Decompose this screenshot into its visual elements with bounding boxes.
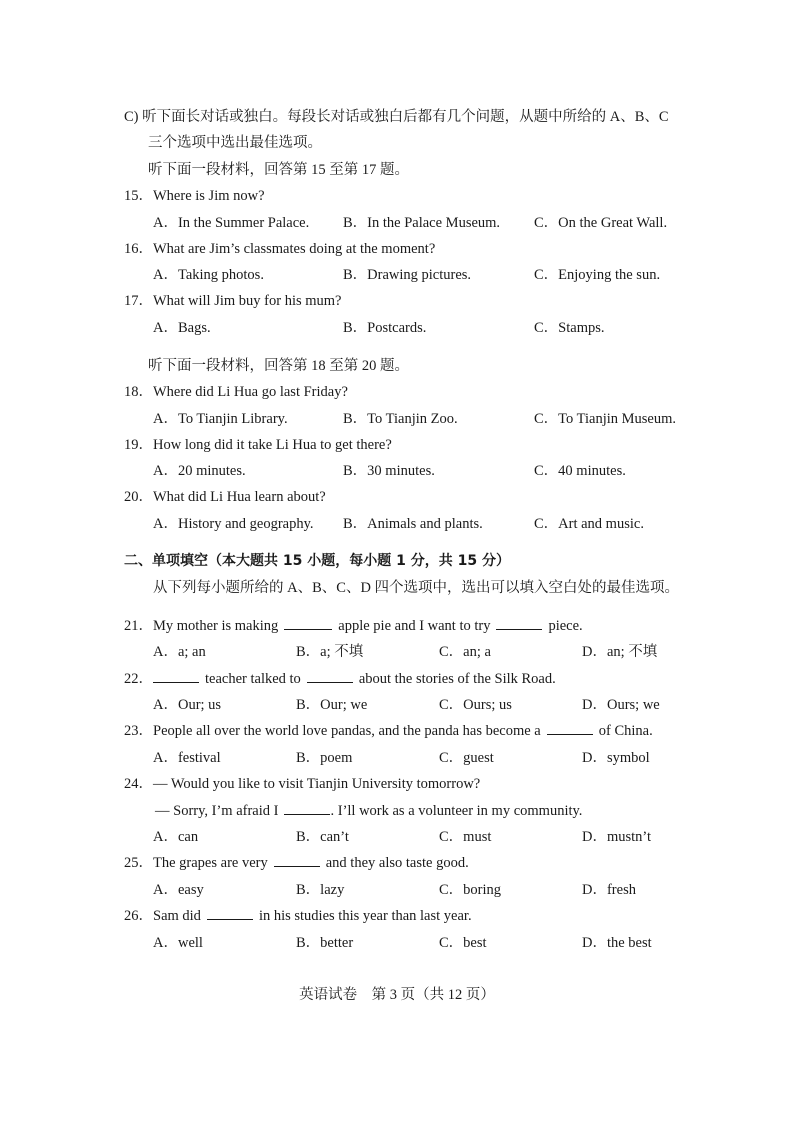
question-text: — Would you like to visit Tianjin University tomorrow? [153,776,481,792]
q26-option-d: D．the best [582,935,652,951]
q25-option-b: B．lazy [296,882,345,898]
section-2-instruction: 从下列每小题所给的 A、B、C、D 四个选项中，选出可以填入空白处的最佳选项。 [153,580,680,596]
q22-option-a: A．Our; us [153,697,222,713]
section-2-heading: 二、单项填空（本大题共 15 小题，每小题 1 分，共 15 分） [124,553,510,569]
question-text: apple pie and I want to try [338,618,491,634]
question-text: in his studies this year than last year. [258,908,472,924]
question-text: Sam did [153,908,201,924]
question-24-reply [155,802,582,820]
q18-option-c: C．To Tianjin Museum. [534,411,676,427]
q20-option-a: A．History and geography. [153,516,314,532]
question-number: 18． [124,384,153,400]
q15-option-a: A．In the Summer Palace. [153,215,310,231]
question-number: 19． [124,437,153,453]
q24-option-b: B．can’t [296,829,349,845]
question-stem: Where did Li Hua go last Friday? [153,384,348,400]
q15-option-c: C．On the Great Wall. [534,215,668,231]
q19-option-a: A．20 minutes. [153,463,246,479]
q17-option-b: B．Postcards. [343,320,427,336]
question-text: about the stories of the Silk Road. [358,671,556,687]
question-stem: How long did it take Li Hua to get there? [153,437,392,453]
q22-option-c: C．Ours; us [439,697,512,713]
q22-option-d: D．Ours; we [582,697,660,713]
answer-blank [547,722,593,735]
q23-option-a: A．festival [153,750,221,766]
answer-blank [284,617,332,630]
question-stem: What did Li Hua learn about? [153,489,326,505]
section-c-instruction-line1: C) 听下面长对话或独白。每段长对话或独白后都有几个问题，从题中所给的 A、B、C [124,109,669,125]
q24-option-a: A．can [153,829,199,845]
q21-option-c: C．an; a [439,644,491,660]
question-23 [124,722,653,740]
question-text: The grapes are very [153,855,268,871]
q25-option-d: D．fresh [582,882,636,898]
q19-option-c: C．40 minutes. [534,463,626,479]
question-number: 17． [124,293,153,309]
q22-option-b: B．Our; we [296,697,368,713]
q26-option-a: A．well [153,935,203,951]
question-text: piece. [548,618,583,634]
q20-option-c: C．Art and music. [534,516,644,532]
question-18 [124,383,348,401]
question-17 [124,292,341,310]
question-24 [124,775,480,793]
question-25 [124,854,469,872]
q21-option-b: B．a; 不填 [296,644,364,660]
question-number: 23． [124,723,153,739]
q25-option-c: C．boring [439,882,502,898]
answer-blank [284,802,330,815]
q17-option-a: A．Bags. [153,320,211,336]
q21-option-d: D．an; 不填 [582,644,658,660]
question-number: 16． [124,241,153,257]
answer-blank [496,617,542,630]
question-text: teacher talked to [205,671,301,687]
question-16 [124,240,435,258]
q24-option-c: C．must [439,829,492,845]
q21-option-a: A．a; an [153,644,206,660]
q19-option-b: B．30 minutes. [343,463,435,479]
q20-option-b: B．Animals and plants. [343,516,483,532]
question-text: and they also taste good. [325,855,469,871]
question-15 [124,187,265,205]
passage1-intro: 听下面一段材料，回答第 15 至第 17 题。 [148,162,409,178]
question-text: My mother is making [153,618,279,634]
question-number: 25． [124,855,153,871]
q23-option-b: B．poem [296,750,353,766]
question-text: . I’ll work as a volunteer in my community. [330,803,583,819]
question-22 [124,670,556,688]
answer-blank [307,670,353,683]
q16-option-b: B．Drawing pictures. [343,267,472,283]
page-footer: 英语试卷 第 3 页（共 12 页） [299,987,495,1003]
question-text: People all over the world love pandas, and the panda has become a [153,723,541,739]
answer-blank [274,854,320,867]
question-number: 24． [124,776,153,792]
question-20 [124,488,326,506]
q23-option-d: D．symbol [582,750,650,766]
q18-option-b: B．To Tianjin Zoo. [343,411,458,427]
q25-option-a: A．easy [153,882,204,898]
question-text: — Sorry, I’m afraid I [155,803,279,819]
question-19 [124,436,392,454]
question-26 [124,907,472,925]
question-number: 26． [124,908,153,924]
question-text: of China. [598,723,653,739]
answer-blank [153,670,199,683]
question-number: 21． [124,618,153,634]
question-stem: What are Jim’s classmates doing at the moment? [153,241,436,257]
question-number: 22． [124,671,153,687]
q18-option-a: A．To Tianjin Library. [153,411,288,427]
answer-blank [207,907,253,920]
question-stem: What will Jim buy for his mum? [153,293,342,309]
question-stem: Where is Jim now? [153,188,265,204]
q26-option-b: B．better [296,935,354,951]
q16-option-a: A．Taking photos. [153,267,264,283]
question-21 [124,617,583,635]
question-number: 20． [124,489,153,505]
section-c-instruction-line2: 三个选项中选出最佳选项。 [148,135,322,151]
q17-option-c: C．Stamps. [534,320,605,336]
q26-option-c: C．best [439,935,487,951]
q24-option-d: D．mustn’t [582,829,652,845]
q16-option-c: C．Enjoying the sun. [534,267,661,283]
q15-option-b: B．In the Palace Museum. [343,215,501,231]
question-number: 15． [124,188,153,204]
passage2-intro: 听下面一段材料，回答第 18 至第 20 题。 [148,358,409,374]
q23-option-c: C．guest [439,750,494,766]
